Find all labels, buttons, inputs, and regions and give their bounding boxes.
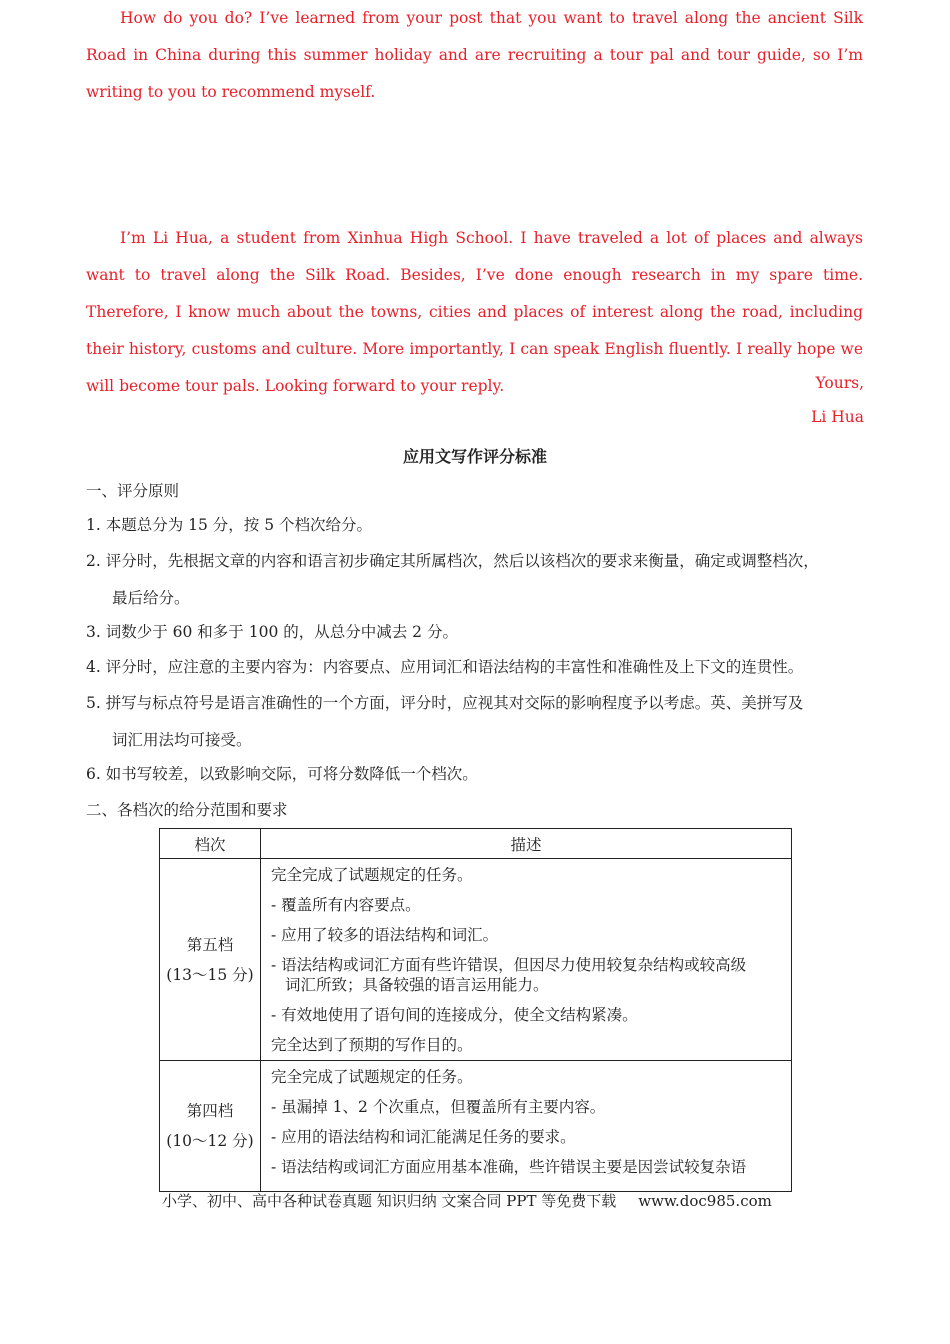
letter-body (86, 0, 863, 111)
principle-4: 4. 评分时，应注意的主要内容为：内容要点、应用词汇和语法结构的丰富性和准确性及上下文的连贯性。 (86, 658, 804, 676)
letter-body-2 (86, 220, 863, 405)
footer-url[interactable]: www.doc985.com (638, 1192, 772, 1210)
level5-range: (13～15 分) (166, 965, 254, 984)
level4-line-3: - 应用的语法结构和词汇能满足任务的要求。 (271, 1128, 576, 1146)
header-level: 档次 (160, 829, 261, 859)
level5-desc (261, 859, 792, 1061)
section-1-title: 一、评分原则 (86, 482, 180, 500)
level4-cell (160, 1061, 261, 1192)
level4-line-4: - 语法结构或词汇方面应用基本准确，些许错误主要是因尝试较复杂语 (271, 1158, 747, 1176)
letter-closing: Yours, (815, 374, 864, 392)
header-desc: 描述 (261, 829, 792, 859)
level4-name: 第四档 (186, 1102, 234, 1120)
table-row-level5 (160, 859, 792, 1061)
level5-line-2: - 覆盖所有内容要点。 (271, 896, 421, 914)
level4-range: (10～12 分) (166, 1132, 254, 1150)
level5-line-5: - 有效地使用了语句间的连接成分，使全文结构紧凑。 (271, 1006, 638, 1024)
principle-6: 6. 如书写较差，以致影响交际，可将分数降低一个档次。 (86, 765, 478, 783)
level5-cell (160, 859, 261, 1061)
level5-name: 第五档 (186, 935, 234, 954)
letter-paragraph-1: How do you do? I’ve learned from your post that you want to travel along the ancient Silk Road in China during this summer holiday and are recruiting a tour pal and tour guide, so I’m writing to you to recommend myself. (86, 9, 863, 101)
principle-5-continued: 词汇用法均可接受。 (112, 731, 252, 749)
rubric-title: 应用文写作评分标准 (402, 447, 547, 466)
page-footer (162, 1190, 772, 1211)
level4-line-2: - 虽漏掉 1、2 个次重点，但覆盖所有主要内容。 (271, 1098, 606, 1116)
principle-3: 3. 词数少于 60 和多于 100 的，从总分中减去 2 分。 (86, 623, 458, 641)
level5-line-4b: 词汇所致；具备较强的语言运用能力。 (285, 976, 549, 994)
letter-signature: Li Hua (811, 408, 864, 426)
level5-line-4 (271, 950, 783, 1000)
level5-line-6: 完全达到了预期的写作目的。 (271, 1036, 473, 1054)
level5-line-3: - 应用了较多的语法结构和词汇。 (271, 926, 499, 944)
principle-2-continued: 最后给分。 (112, 589, 190, 607)
footer-text: 小学、初中、高中各种试卷真题 知识归纳 文案合同 PPT 等免费下载 (162, 1192, 617, 1210)
letter-paragraph-2: I’m Li Hua, a student from Xinhua High School. I have traveled a lot of places and always want to travel along the Silk Road. Besides, I’ve done enough research in my spare time. Therefore, I know much about the towns, cities and places of interest along the road, including their history, customs and culture. More importantly, I can speak English fluently. I really hope we will become tour pals. Looking forward to your reply. (86, 229, 863, 395)
principle-2: 2. 评分时，先根据文章的内容和语言初步确定其所属档次，然后以该档次的要求来衡量，确定或调整档次， (86, 552, 819, 570)
level4-desc (261, 1061, 792, 1192)
principle-5: 5. 拼写与标点符号是语言准确性的一个方面，评分时，应视其对交际的影响程度予以考虑。英、美拼写及 (86, 694, 804, 712)
section-2-title: 二、各档次的给分范围和要求 (86, 801, 288, 819)
level5-line-1: 完全完成了试题规定的任务。 (271, 866, 473, 884)
table-header-row (160, 829, 792, 859)
level4-line-1: 完全完成了试题规定的任务。 (271, 1068, 473, 1086)
principle-1: 1. 本题总分为 15 分，按 5 个档次给分。 (86, 516, 373, 534)
table-row-level4 (160, 1061, 792, 1192)
score-table (159, 828, 792, 1192)
level5-line-4a: - 语法结构或词汇方面有些许错误，但因尽力使用较复杂结构或较高级 (271, 956, 747, 974)
